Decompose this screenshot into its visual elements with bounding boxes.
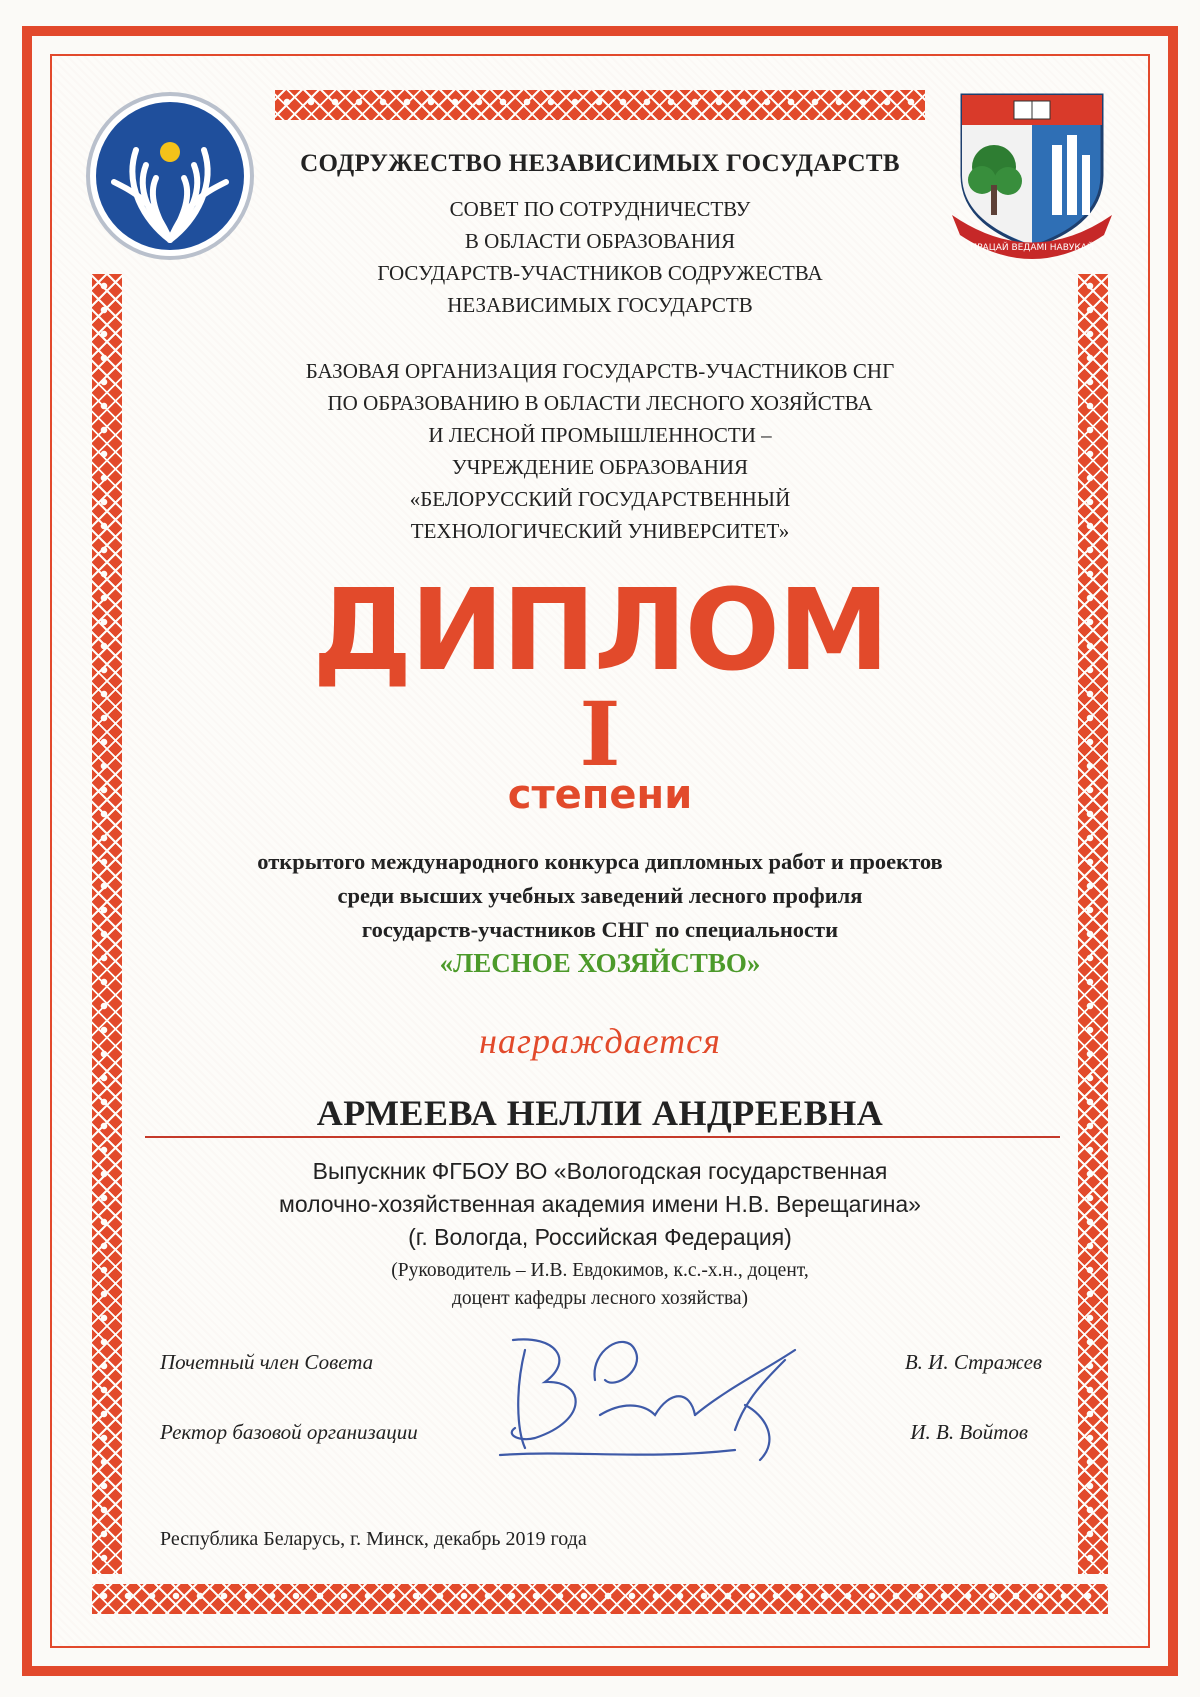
degree-numeral: I: [579, 682, 621, 786]
graduate-line: (г. Вологда, Российская Федерация): [408, 1224, 792, 1250]
advisor-line: доцент кафедры лесного хозяйства): [451, 1288, 749, 1309]
diploma-title: ДИПЛОМ: [312, 566, 888, 696]
specialty: «ЛЕСНОЕ ХОЗЯЙСТВО»: [439, 948, 761, 978]
ornament-top: [275, 90, 925, 120]
honorary-member-title: Почетный член Совета: [160, 1350, 374, 1374]
recipient-name: АРМЕЕВА НЕЛЛИ АНДРЕЕВНА: [316, 1093, 884, 1133]
contest-line: среди высших учебных заведений лесного профиля: [337, 883, 863, 908]
ornament-bottom: [92, 1584, 1108, 1614]
uni-ribbon-text: ПРАЦАЙ ВЕДАМІ НАВУКАЙ: [970, 243, 1094, 253]
base-org-line: БАЗОВАЯ ОРГАНИЗАЦИЯ ГОСУДАРСТВ-УЧАСТНИКОВ СНГ: [305, 359, 895, 383]
place-date: Республика Беларусь, г. Минск, декабрь 2019 года: [160, 1528, 587, 1550]
council-line: ГОСУДАРСТВ-УЧАСТНИКОВ СОДРУЖЕСТВА: [377, 261, 823, 285]
base-org-line: «БЕЛОРУССКИЙ ГОСУДАРСТВЕННЫЙ: [409, 487, 791, 511]
contest-line: государств-участников СНГ по специальности: [361, 917, 839, 942]
graduate-info: [0, 1155, 1200, 1254]
org-heading: СОДРУЖЕСТВО НЕЗАВИСИМЫХ ГОСУДАРСТВ: [300, 150, 900, 177]
base-org-line: И ЛЕСНОЙ ПРОМЫШЛЕННОСТИ –: [428, 423, 772, 447]
degree-word: степени: [507, 772, 693, 818]
base-org-line: УЧРЕЖДЕНИЕ ОБРАЗОВАНИЯ: [451, 455, 749, 479]
advisor-info: [0, 1257, 1200, 1313]
base-org-block: [0, 355, 1200, 547]
recipient-underline: [145, 1136, 1060, 1138]
awarded-label: награждается: [479, 1021, 721, 1061]
handwritten-signature: [495, 1320, 825, 1470]
advisor-line: (Руководитель – И.В. Евдокимов, к.с.-х.н., доцент,: [391, 1260, 809, 1281]
base-org-line: ПО ОБРАЗОВАНИЮ В ОБЛАСТИ ЛЕСНОГО ХОЗЯЙСТВА: [327, 391, 873, 415]
honorary-member-name: В. И. Стражев: [904, 1350, 1042, 1374]
graduate-line: Выпускник ФГБОУ ВО «Вологодская государственная: [312, 1158, 888, 1184]
rector-name: И. В. Войтов: [910, 1420, 1028, 1444]
base-org-line: ТЕХНОЛОГИЧЕСКИЙ УНИВЕРСИТЕТ»: [410, 519, 790, 543]
council-block: [0, 193, 1200, 321]
council-line: СОВЕТ ПО СОТРУДНИЧЕСТВУ: [449, 197, 751, 221]
council-line: В ОБЛАСТИ ОБРАЗОВАНИЯ: [464, 229, 736, 253]
council-line: НЕЗАВИСИМЫХ ГОСУДАРСТВ: [447, 293, 753, 317]
rector-title: Ректор базовой организации: [160, 1420, 418, 1444]
contest-line: открытого международного конкурса дипломных работ и проектов: [257, 849, 943, 874]
contest-description: [0, 845, 1200, 947]
graduate-line: молочно-хозяйственная академия имени Н.В. Верещагина»: [279, 1191, 921, 1217]
